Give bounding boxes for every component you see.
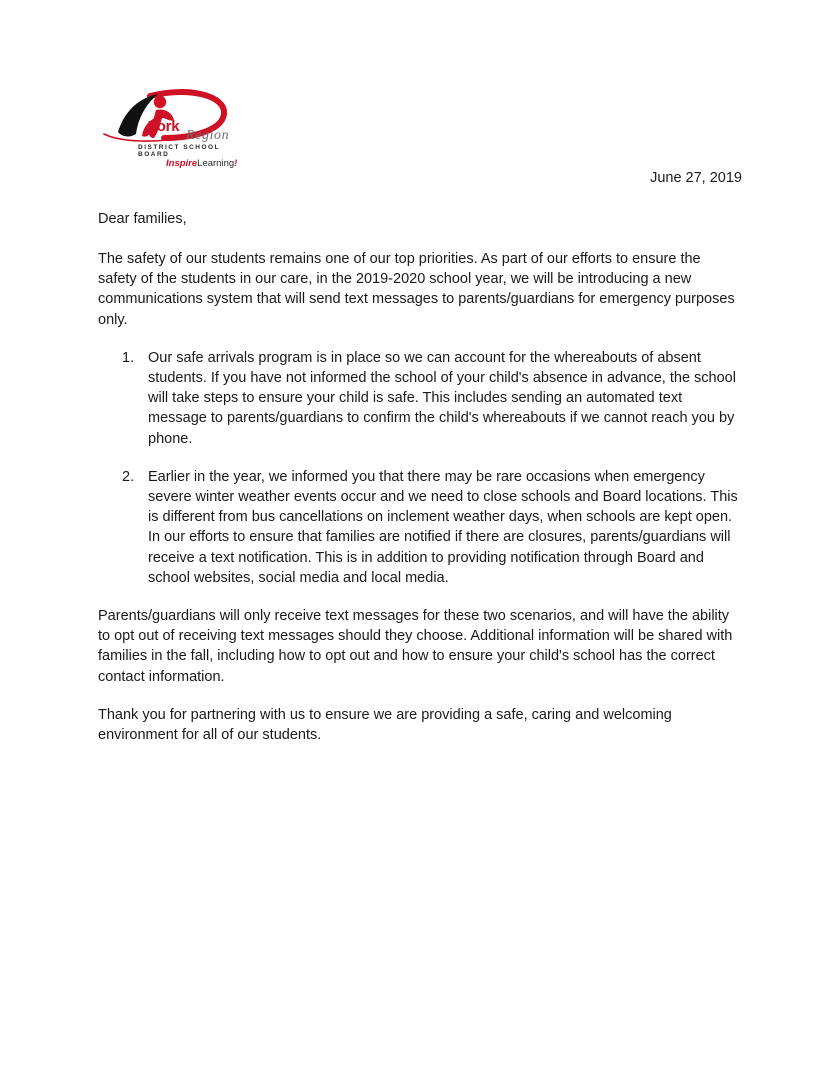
logo-wordmark [138, 118, 253, 170]
list-item-text: Earlier in the year, we informed you that there may be rare occasions when emergency severe winter weather events occur and we need to close schools and Board locations. This is different from bus cancellations on inclement weather days, when schools are kept open. In our efforts to ensure that families are notified if there are closures, parents/guardians will receive a text notification. This is in addition to providing notification through Board and school websites, social media and local media. [148, 468, 738, 586]
intro-paragraph: The safety of our students remains one of our top priorities. As part of our efforts to ensure the safety of the students in our care, in the 2019-2020 school year, we will be introducing a new communications system that will send text messages to parents/guardians for emergency purposes only. [98, 251, 735, 328]
salutation: Dear families, [98, 211, 187, 227]
opt-out-paragraph: Parents/guardians will only receive text messages for these two scenarios, and will have the ability to opt out of receiving text messages should they choose. Additional information will be shared with families in the fall, including how to opt out and how to ensure your child's school has the correct contact information. [98, 608, 733, 685]
list-item-number: 2. [122, 468, 135, 485]
tagline-exclamation: ! [234, 158, 238, 169]
letter-date: June 27, 2019 [650, 170, 742, 186]
closing-paragraph: Thank you for partnering with us to ensure we are providing a safe, caring and welcoming environment for all of our students. [98, 706, 672, 744]
list-item-number: 1. [122, 349, 135, 366]
numbered-list [98, 348, 743, 588]
logo-text-district-school-board: DISTRICT SCHOOL BOARD [138, 144, 220, 158]
logo-text-region: Region [186, 128, 230, 143]
logo-tagline [166, 158, 237, 169]
logo-text-york: York [148, 118, 180, 135]
list-item [98, 467, 743, 588]
tagline-inspire: Inspire [166, 158, 198, 169]
tagline-learning: Learning [197, 158, 235, 169]
letterhead [98, 88, 248, 170]
list-item [98, 348, 743, 449]
letter-body [98, 209, 743, 745]
list-item-text: Our safe arrivals program is in place so we can account for the whereabouts of absent students. If you have not informed the school of your child's absence in advance, the school will take steps to ensure your child is safe. This includes sending an automated text message to parents/guardians to confirm the child's whereabouts if we cannot reach you by phone. [148, 349, 736, 447]
